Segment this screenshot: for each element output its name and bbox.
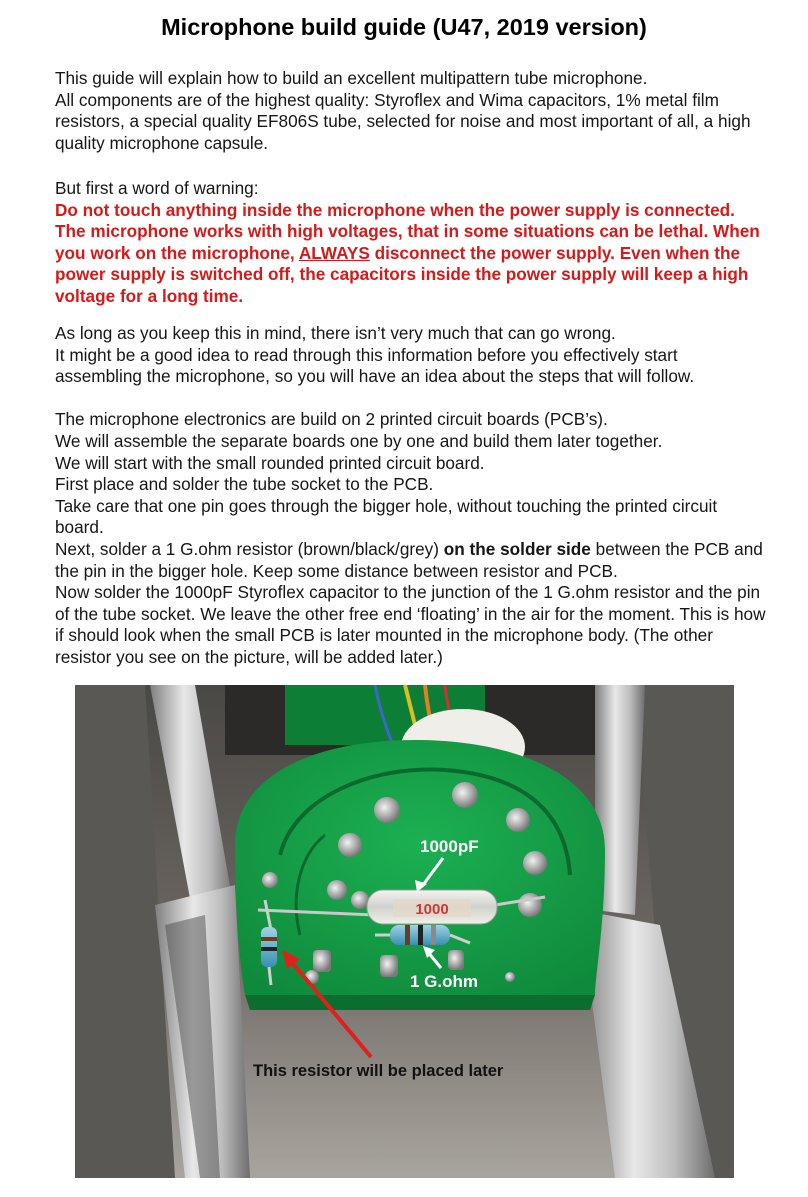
followup-line: It might be a good idea to read through this information before you effectively start assembling the microphone, so you will have an idea about the steps that will follow. bbox=[55, 344, 695, 387]
resistor-instruction bbox=[55, 539, 767, 582]
resistor-text: Next, solder a 1 G.ohm resistor (brown/black/grey) bbox=[55, 538, 444, 559]
warning-section bbox=[55, 178, 767, 308]
capacitor-instruction: Now solder the 1000pF Styroflex capacitor to the junction of the 1 G.ohm resistor and the pin of the tube socket. We leave the other free end ‘floating’ in the air for the moment. This is how if should look when the small PCB is later mounted in the microphone body. (The other resistor you see on the picture, will be added later.) bbox=[55, 582, 766, 667]
assembly-line: We will assemble the separate boards one by one and build them later together. bbox=[55, 430, 663, 451]
label-later-resistor: This resistor will be placed later bbox=[253, 1062, 504, 1080]
pcb-photo bbox=[75, 685, 734, 1178]
capacitor-marking: 1000 bbox=[415, 901, 449, 918]
assembly-line: We will start with the small rounded printed circuit board. bbox=[55, 452, 485, 473]
intro-section bbox=[55, 68, 767, 154]
warning-emphasis: ALWAYS bbox=[298, 242, 370, 263]
assembly-line: The microphone electronics are build on 2 printed circuit boards (PCB’s). bbox=[55, 409, 608, 430]
warning-text-part: Do not touch anything inside the microphone when the power supply is connected. The microphone works with high voltages, that in some situations can be lethal. When you work on the microphone, bbox=[55, 199, 760, 263]
assembly-line: First place and solder the tube socket to the PCB. bbox=[55, 474, 434, 495]
followup-line: As long as you keep this in mind, there isn’t very much that can go wrong. bbox=[55, 323, 616, 343]
warning-lead: But first a word of warning: bbox=[55, 178, 259, 198]
label-1000pf: 1000pF bbox=[420, 837, 479, 856]
warning-text-part: disconnect the power supply. Even when the power supply is switched off, the capacitors inside the power supply will keep a high voltage for a long time. bbox=[55, 242, 749, 306]
resistor-text: between the PCB and the pin in the bigger hole. Keep some distance between resistor and PCB. bbox=[55, 538, 763, 581]
label-1gohm: 1 G.ohm bbox=[410, 972, 479, 991]
resistor-bold-text: on the solder side bbox=[443, 538, 591, 559]
intro-line: All components are of the highest quality: Styroflex and Wima capacitors, 1% metal film resistors, a special quality EF806S tube, selected for noise and most important of all, a high quality microphone capsule. bbox=[55, 89, 751, 153]
assembly-section bbox=[55, 323, 767, 669]
warning-text bbox=[55, 200, 767, 308]
assembly-line: Take care that one pin goes through the bigger hole, without touching the printed circuit board. bbox=[55, 495, 718, 538]
intro-line: This guide will explain how to build an excellent multipattern tube microphone. bbox=[55, 68, 648, 88]
page-title: Microphone build guide (U47, 2019 version) bbox=[161, 14, 647, 40]
